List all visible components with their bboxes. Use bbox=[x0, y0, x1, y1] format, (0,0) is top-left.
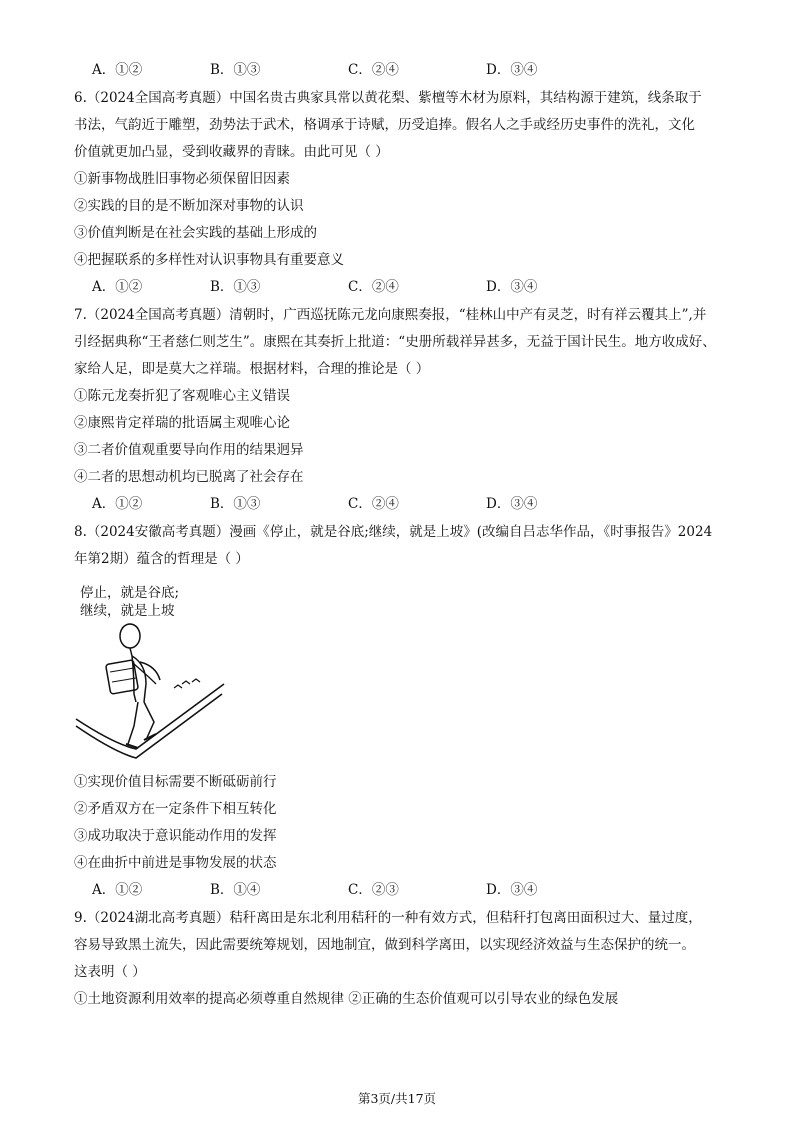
q6-stem-line-2: 书法，气韵近于雕塑，劲势法于武术，格调承于诗赋，历受追捧。假名人之手或经历史事件的洗礼，文化 bbox=[74, 117, 695, 133]
q7-options bbox=[92, 494, 692, 514]
q6-stem-line-1: 6.（2024全国高考真题）中国名贵古典家具常以黄花梨、紫檀等木材为原料，其结构源于建筑，线条取于 bbox=[74, 90, 702, 106]
q8-option-c: C．②③ bbox=[348, 882, 399, 898]
q8-option-d: D．③④ bbox=[486, 882, 538, 898]
q8-options bbox=[92, 880, 692, 900]
q7-statement-2: ②康熙肯定祥瑞的批语属主观唯心论 bbox=[74, 415, 290, 431]
q7-option-a: A．①② bbox=[92, 496, 143, 512]
q7-statement-1: ①陈元龙奏折犯了客观唯心主义错误 bbox=[74, 388, 290, 404]
q7-statement-4: ④二者的思想动机均已脱离了社会存在 bbox=[74, 469, 304, 485]
q8-statement-1: ①实现价值目标需要不断砥砺前行 bbox=[74, 774, 277, 790]
q6-option-a: A．①② bbox=[92, 279, 143, 295]
q8-option-a: A．①② bbox=[92, 882, 143, 898]
q9-stem-line-1: 9.（2024湖北高考真题）秸秆离田是东北利用秸秆的一种有效方式，但秸秆打包离田面积过大、量过度， bbox=[74, 910, 702, 926]
cartoon-caption-line-2: 继续，就是上坡 bbox=[80, 603, 175, 619]
q7-option-d: D．③④ bbox=[486, 496, 538, 512]
option-c: C．②④ bbox=[348, 62, 399, 78]
q8-statement-2: ②矛盾双方在一定条件下相互转化 bbox=[74, 801, 277, 817]
cartoon-caption-line-1: 停止，就是谷底; bbox=[80, 585, 180, 601]
q7-option-c: C．②④ bbox=[348, 496, 399, 512]
q9-stem-line-3: 这表明（ ） bbox=[74, 964, 146, 980]
q7-stem-line-1: 7.（2024全国高考真题）清朝时，广西巡抚陈元龙向康熙奏报，“桂林山中产有灵芝，时有祥云覆其上”,并 bbox=[74, 307, 707, 323]
q8-statement-3: ③成功取决于意识能动作用的发挥 bbox=[74, 828, 277, 844]
option-a: A．①② bbox=[92, 62, 143, 78]
option-b: B．①③ bbox=[210, 62, 261, 78]
q9-stem-line-2: 容易导致黑土流失，因此需要统筹规划，因地制宜，做到科学离田，以实现经济效益与生态保护的统一。 bbox=[74, 937, 695, 953]
q8-statement-4: ④在曲折中前进是事物发展的状态 bbox=[74, 855, 277, 871]
q6-statement-2: ②实践的目的是不断加深对事物的认识 bbox=[74, 198, 304, 214]
prev-question-options bbox=[92, 60, 692, 80]
climbing-man-drawing bbox=[74, 584, 234, 764]
option-d: D．③④ bbox=[486, 62, 538, 78]
q7-stem-line-3: 家给人足，即是莫大之祥瑞。根据材料，合理的推论是（ ） bbox=[74, 361, 430, 377]
q8-stem-line-1: 8.（2024安徽高考真题）漫画《停止，就是谷底;继续，就是上坡》(改编自吕志华作品，《时事报告》2024 bbox=[74, 524, 713, 540]
q6-option-c: C．②④ bbox=[348, 279, 399, 295]
q6-statement-4: ④把握联系的多样性对认识事物具有重要意义 bbox=[74, 252, 344, 268]
q6-stem-line-3: 价值就更加凸显，受到收藏界的青睐。由此可见（ ） bbox=[74, 144, 389, 160]
page-number-footer: 第3页/共17页 bbox=[357, 1091, 437, 1106]
q6-option-d: D．③④ bbox=[486, 279, 538, 295]
q6-statement-1: ①新事物战胜旧事物必须保留旧因素 bbox=[74, 171, 290, 187]
q8-stem-line-2: 年第2期）蕴含的哲理是（ ） bbox=[74, 551, 249, 567]
q9-statements-row: ①土地资源利用效率的提高必须尊重自然规律 ②正确的生态价值观可以引导农业的绿色发展 bbox=[74, 991, 619, 1007]
q7-statement-3: ③二者价值观重要导向作用的结果迥异 bbox=[74, 442, 304, 458]
q6-statement-3: ③价值判断是在社会实践的基础上形成的 bbox=[74, 225, 317, 241]
q7-option-b: B．①③ bbox=[210, 496, 261, 512]
q7-stem-line-2: 引经据典称“王者慈仁则芝生”。康熙在其奏折上批道：“史册所载祥异甚多，无益于国计民生。地方收成好、 bbox=[74, 334, 716, 350]
q8-option-b: B．①④ bbox=[210, 882, 261, 898]
cartoon-illustration bbox=[74, 584, 234, 764]
q6-options bbox=[92, 277, 692, 297]
q6-option-b: B．①③ bbox=[210, 279, 261, 295]
